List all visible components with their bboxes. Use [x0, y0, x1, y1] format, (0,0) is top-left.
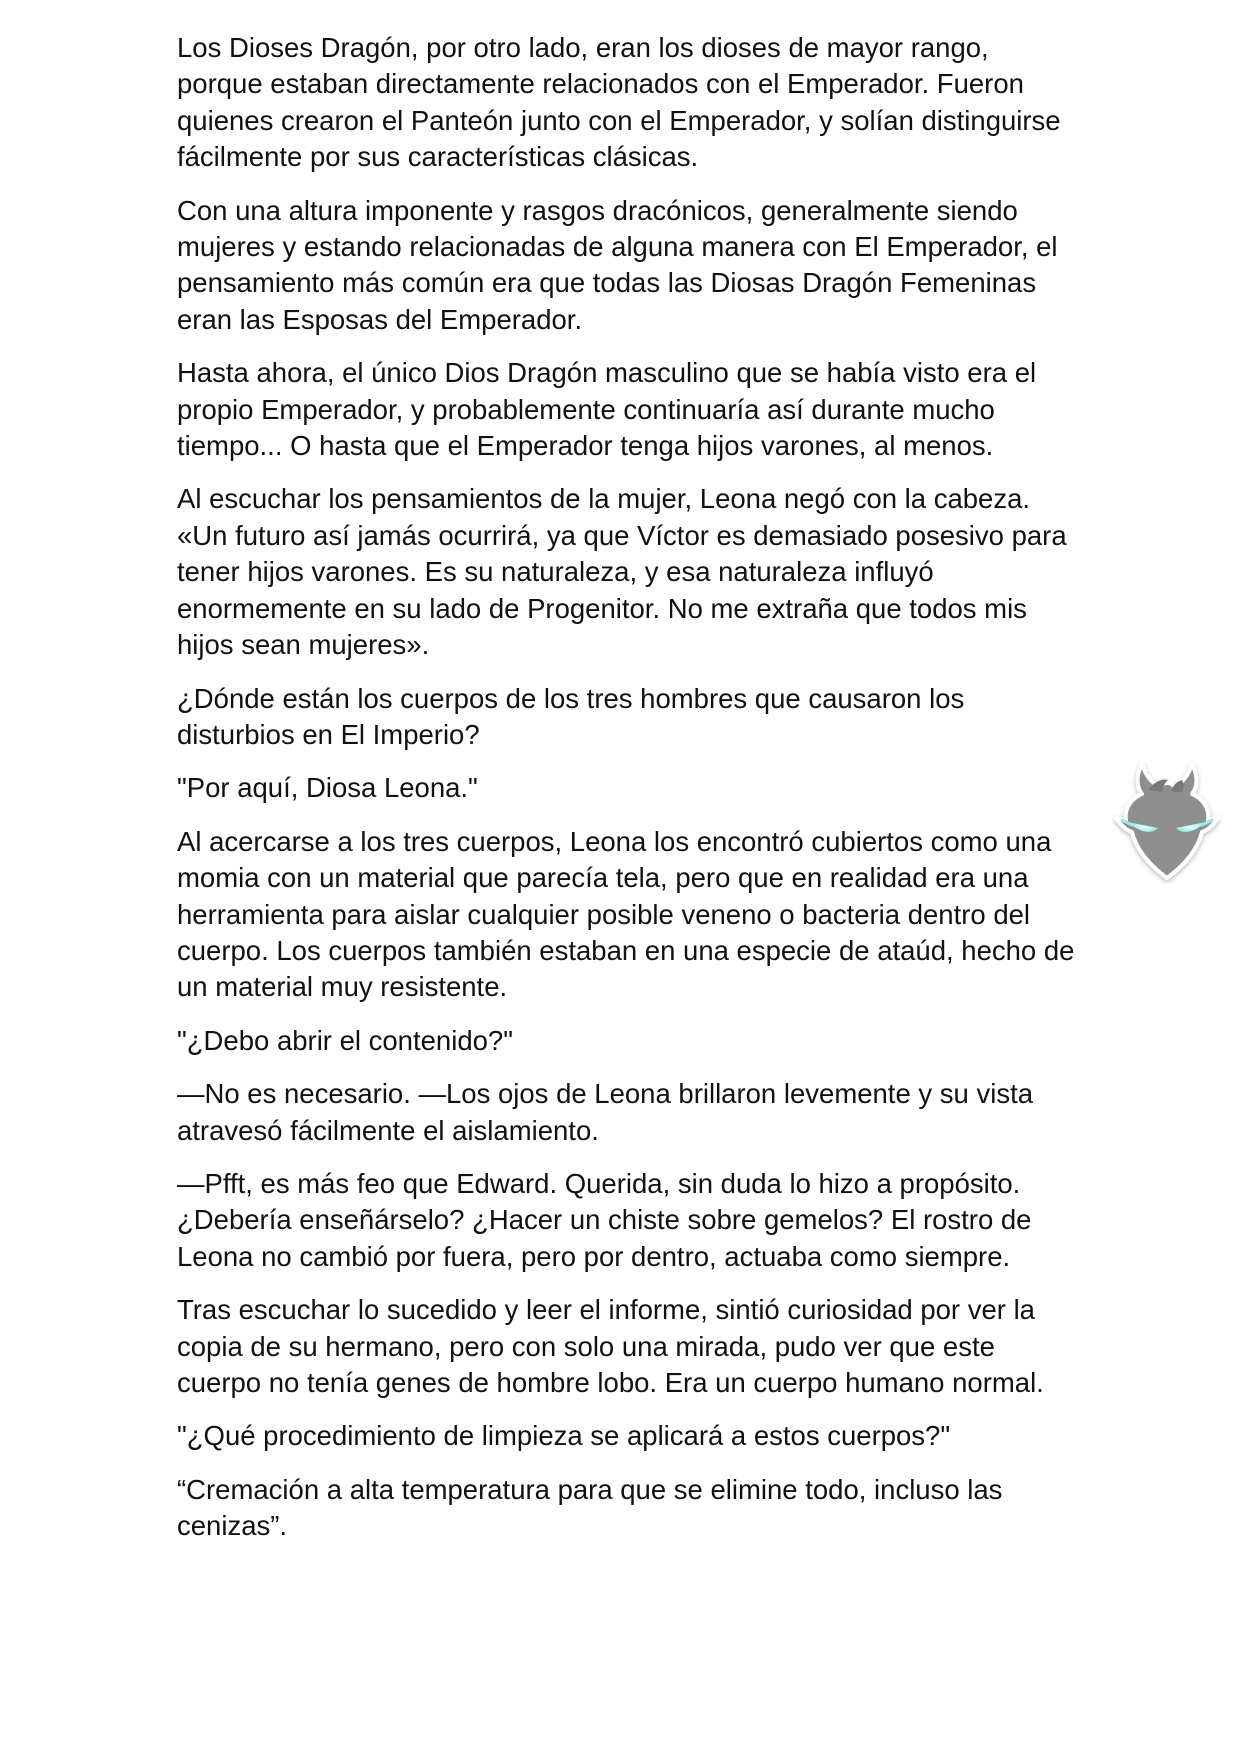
paragraph: Los Dioses Dragón, por otro lado, eran los dioses de mayor rango, porque estaban directamente relacionados con el Emperador. Fueron quienes crearon el Panteón junto con el Emperador, y solían distinguirse fácilmente por sus características clásicas. — [177, 32, 1061, 173]
paragraph: Al acercarse a los tres cuerpos, Leona los encontró cubiertos como una momia con un material que parecía tela, pero que en realidad era una herramienta para aislar cualquier posible veneno o bacteria dentro del cuerpo. Los cuerpos también estaban en una especie de ataúd, hecho de un material muy resistente. — [177, 825, 1075, 1003]
paragraph: Con una altura imponente y rasgos dracónicos, generalmente siendo mujeres y estando relacionadas de alguna manera con El Emperador, el pensamiento más común era que todas las Diosas Dragón Femeninas eran las Esposas del Emperador. — [177, 194, 1058, 335]
paragraph: Tras escuchar lo sucedido y leer el informe, sintió curiosidad por ver la copia de su hermano, pero con solo una mirada, pudo ver que este cuerpo no tenía genes de hombre lobo. Era un cuerpo humano normal. — [177, 1294, 1044, 1398]
paragraph: "¿Debo abrir el contenido?" — [177, 1024, 513, 1056]
paragraph: —Pfft, es más feo que Edward. Querida, sin duda lo hizo a propósito. ¿Debería enseñárselo? ¿Hacer un chiste sobre gemelos? El rostro de Leona no cambió por fuera, pero por dentro, actuaba como siempre. — [177, 1167, 1032, 1272]
paragraph: ¿Dónde están los cuerpos de los tres hombres que causaron los disturbios en El Imperio? — [177, 682, 965, 750]
paragraph: "¿Qué procedimiento de limpieza se aplicará a estos cuerpos?" — [177, 1420, 951, 1452]
paragraph: —No es necesario. —Los ojos de Leona brillaron levemente y su vista atravesó fácilmente el aislamiento. — [177, 1078, 1034, 1146]
demon-head-logo-icon — [1112, 756, 1222, 884]
document-body — [177, 30, 1077, 1562]
paragraph: Al escuchar los pensamientos de la mujer, Leona negó con la cabeza. «Un futuro así jamás ocurrirá, ya que Víctor es demasiado posesivo para tener hijos varones. Es su naturaleza, y esa naturaleza influyó enormemente en su lado de Progenitor. No me extraña que todos mis hijos sean mujeres». — [177, 483, 1067, 661]
paragraph: "Por aquí, Diosa Leona." — [177, 772, 478, 804]
paragraph: Hasta ahora, el único Dios Dragón masculino que se había visto era el propio Emperador, y probablemente continuaría así durante mucho tiempo... O hasta que el Emperador tenga hijos varones, al menos. — [177, 357, 1037, 462]
paragraph: “Cremación a alta temperatura para que se elimine todo, incluso las cenizas”. — [177, 1473, 1003, 1542]
